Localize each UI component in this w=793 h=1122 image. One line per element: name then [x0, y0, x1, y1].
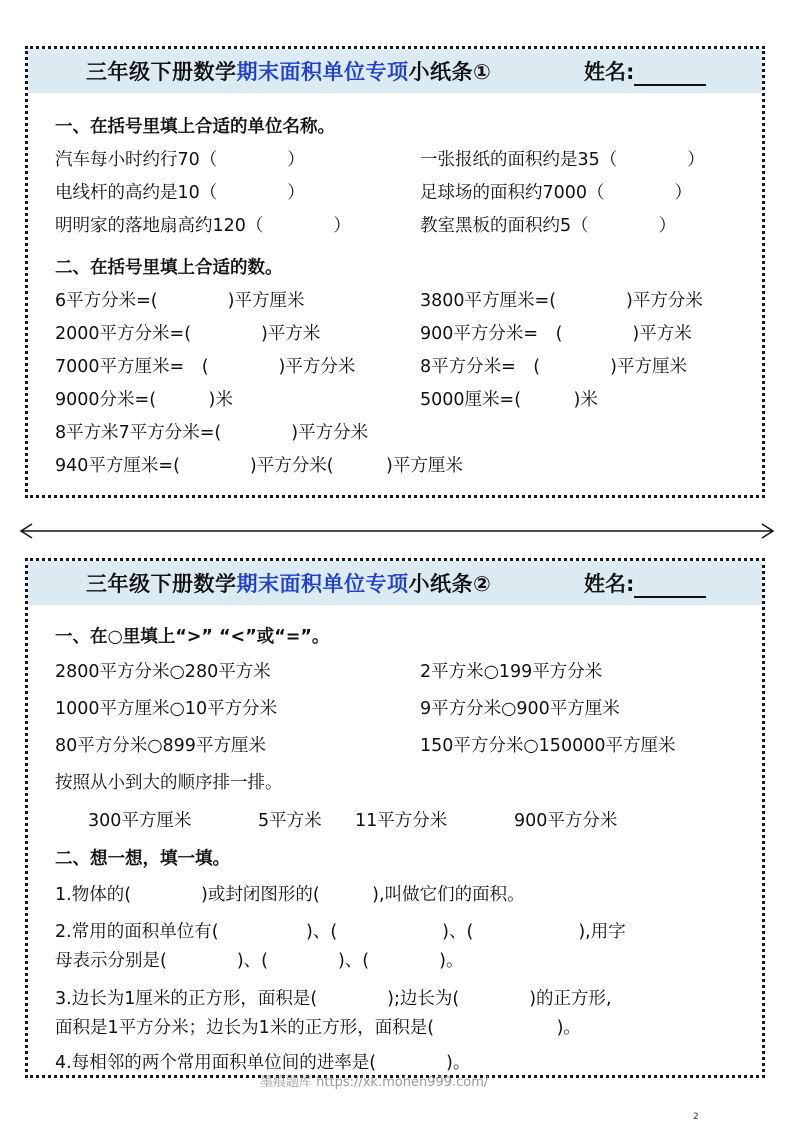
question-item: 3.边长为1厘米的正方形，面积是( );边长为( )的正方形,	[55, 989, 612, 1009]
question-item: 8平方米7平方分米=( )平方分米	[55, 423, 369, 443]
card-title	[86, 568, 491, 598]
section-heading: 一、在○里填上“>” “<”或“=”。	[55, 627, 330, 647]
name-label: 姓名:	[584, 572, 635, 596]
section-heading: 一、在括号里填上合适的单位名称。	[55, 117, 335, 137]
order-item: 5平方米	[258, 811, 322, 831]
question-item: 教室黑板的面积约5（ ）	[420, 216, 677, 236]
question-item: 2000平方分米=( )平方米	[55, 324, 321, 344]
order-prompt: 按照从小到大的顺序排一排。	[55, 773, 283, 793]
question-item: 9000分米=( )米	[55, 390, 233, 410]
compare-item: 2800平方分米○280平方米	[55, 662, 271, 682]
compare-item: 150平方分米○150000平方厘米	[420, 736, 676, 756]
title-suffix: 小纸条①	[408, 60, 492, 84]
card-header	[28, 49, 762, 93]
title-prefix: 三年级下册数学	[86, 60, 237, 84]
question-item: 明明家的落地扇高约120（ ）	[55, 216, 351, 236]
question-item: 面积是1平方分米；边长为1米的正方形，面积是( )。	[55, 1018, 581, 1038]
compare-item: 9平方分米○900平方厘米	[420, 699, 620, 719]
question-item: 足球场的面积约7000（ ）	[420, 183, 693, 203]
order-item: 300平方厘米	[88, 811, 192, 831]
name-field	[584, 568, 706, 598]
question-item: 2.常用的面积单位有( )、( )、( ),用字	[55, 922, 626, 942]
question-item: 汽车每小时约行70（ ）	[55, 150, 305, 170]
section-heading: 二、在括号里填上合适的数。	[55, 258, 283, 278]
question-item: 6平方分米=( )平方厘米	[55, 291, 305, 311]
question-item: 900平方分米= ( )平方米	[420, 324, 692, 344]
title-highlight: 期末面积单位专项	[236, 60, 409, 84]
card-title	[86, 56, 491, 86]
order-item: 900平方分米	[514, 811, 618, 831]
question-item: 940平方厘米=( )平方分米( )平方厘米	[55, 456, 463, 476]
compare-item: 1000平方厘米○10平方分米	[55, 699, 278, 719]
question-item: 3800平方厘米=( )平方分米	[420, 291, 703, 311]
double-arrow-icon	[18, 521, 776, 541]
worksheet-card-1	[25, 46, 765, 498]
compare-item: 80平方分米○899平方厘米	[55, 736, 266, 756]
watermark: 墨痕题库 https://xk.mohen999.com/	[260, 1075, 489, 1090]
question-item: 母表示分别是( )、( )、( )。	[55, 951, 464, 971]
compare-item: 2平方米○199平方分米	[420, 662, 603, 682]
order-item: 11平方分米	[355, 811, 448, 831]
name-blank[interactable]	[634, 574, 706, 598]
question-item: 电线杆的高约是10（ ）	[55, 183, 305, 203]
question-item: 4.每相邻的两个常用面积单位间的进率是( )。	[55, 1053, 471, 1073]
title-suffix: 小纸条②	[408, 572, 492, 596]
worksheet-card-2	[25, 558, 765, 1078]
page-number: 2	[693, 1112, 699, 1122]
section-heading: 二、想一想，填一填。	[55, 849, 230, 869]
question-item: 1.物体的( )或封闭图形的( ),叫做它们的面积。	[55, 885, 525, 905]
name-blank[interactable]	[634, 62, 706, 86]
title-prefix: 三年级下册数学	[86, 572, 237, 596]
name-field	[584, 56, 706, 86]
title-highlight: 期末面积单位专项	[236, 572, 409, 596]
question-item: 5000厘米=( )米	[420, 390, 598, 410]
card-header	[28, 561, 762, 605]
name-label: 姓名:	[584, 60, 635, 84]
question-item: 一张报纸的面积约是35（ ）	[420, 150, 705, 170]
question-item: 8平方分米= ( )平方厘米	[420, 357, 687, 377]
question-item: 7000平方厘米= ( )平方分米	[55, 357, 356, 377]
